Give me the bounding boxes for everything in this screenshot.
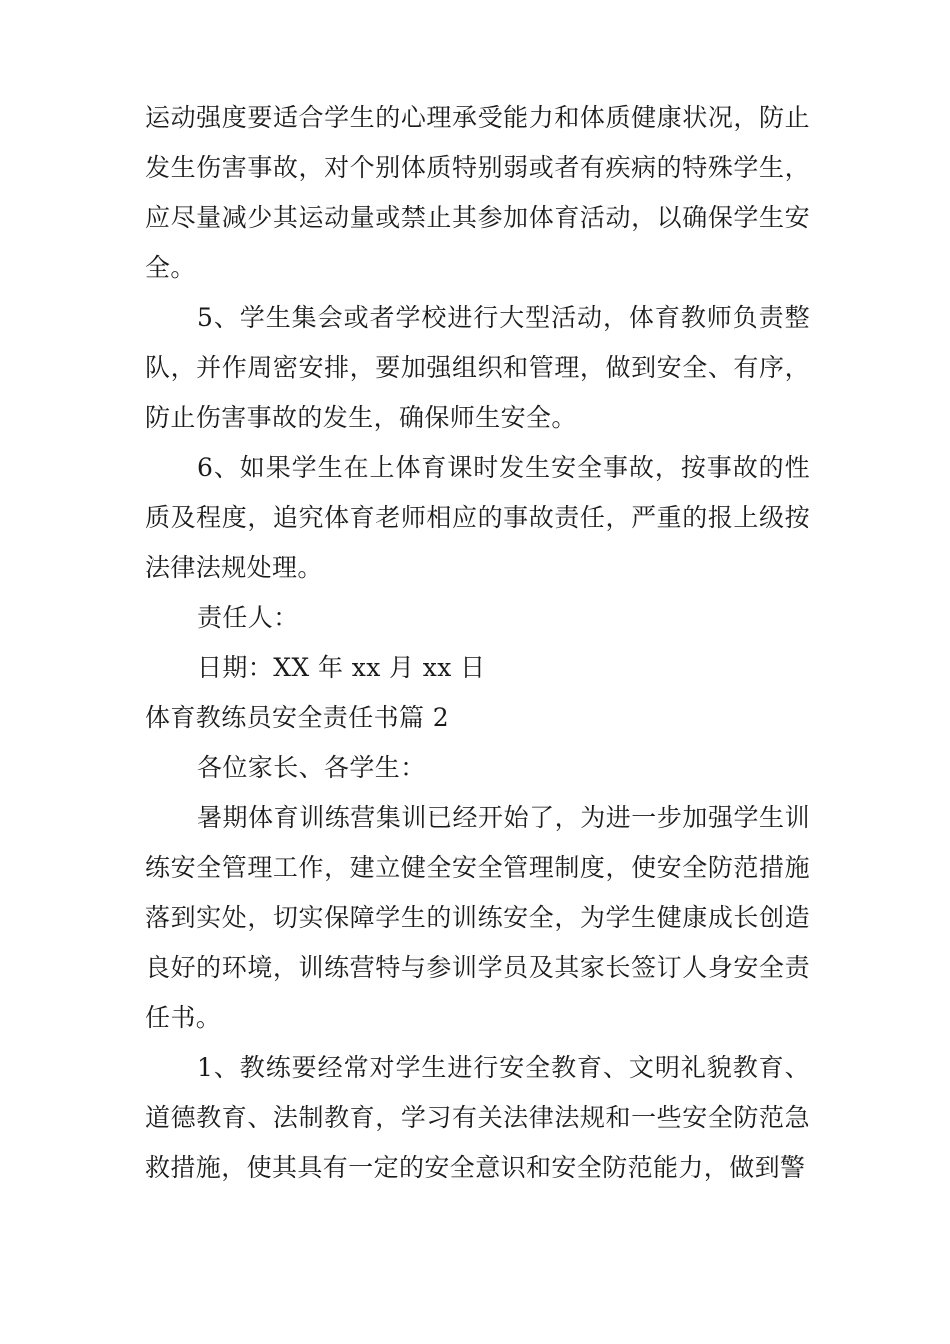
- responsible-person-line: 责任人：: [197, 603, 299, 632]
- paragraph-item-5: 5、学生集会或者学校进行大型活动，体育教师负责整队，并作周密安排，要加强组织和管理，做到安全、有序，防止伤害事故的发生，确保师生安全。: [145, 303, 810, 432]
- date-line: 日期：XX 年 xx 月 xx 日: [197, 653, 486, 682]
- paragraph-item-1: 1、教练要经常对学生进行安全教育、文明礼貌教育、道德教育、法制教育，学习有关法律法规和一些安全防范急救措施，使其具有一定的安全意识和安全防范能力，做到警: [145, 1053, 810, 1182]
- paragraph-item-6: 6、如果学生在上体育课时发生安全事故，按事故的性质及程度，追究体育老师相应的事故责任，严重的报上级按法律法规处理。: [145, 453, 810, 582]
- document-page: [145, 93, 810, 1193]
- paragraph-continuation: 运动强度要适合学生的心理承受能力和体质健康状况，防止发生伤害事故，对个别体质特别弱或者有疾病的特殊学生，应尽量减少其运动量或禁止其参加体育活动，以确保学生安全。: [145, 103, 810, 282]
- salutation: 各位家长、各学生：: [197, 753, 426, 782]
- paragraph-intro: 暑期体育训练营集训已经开始了，为进一步加强学生训练安全管理工作，建立健全安全管理制度，使安全防范措施落到实处，切实保障学生的训练安全，为学生健康成长创造良好的环境，训练营特与参训学员及其家长签订人身安全责任书。: [145, 803, 810, 1032]
- section-heading: 体育教练员安全责任书篇 2: [145, 703, 450, 732]
